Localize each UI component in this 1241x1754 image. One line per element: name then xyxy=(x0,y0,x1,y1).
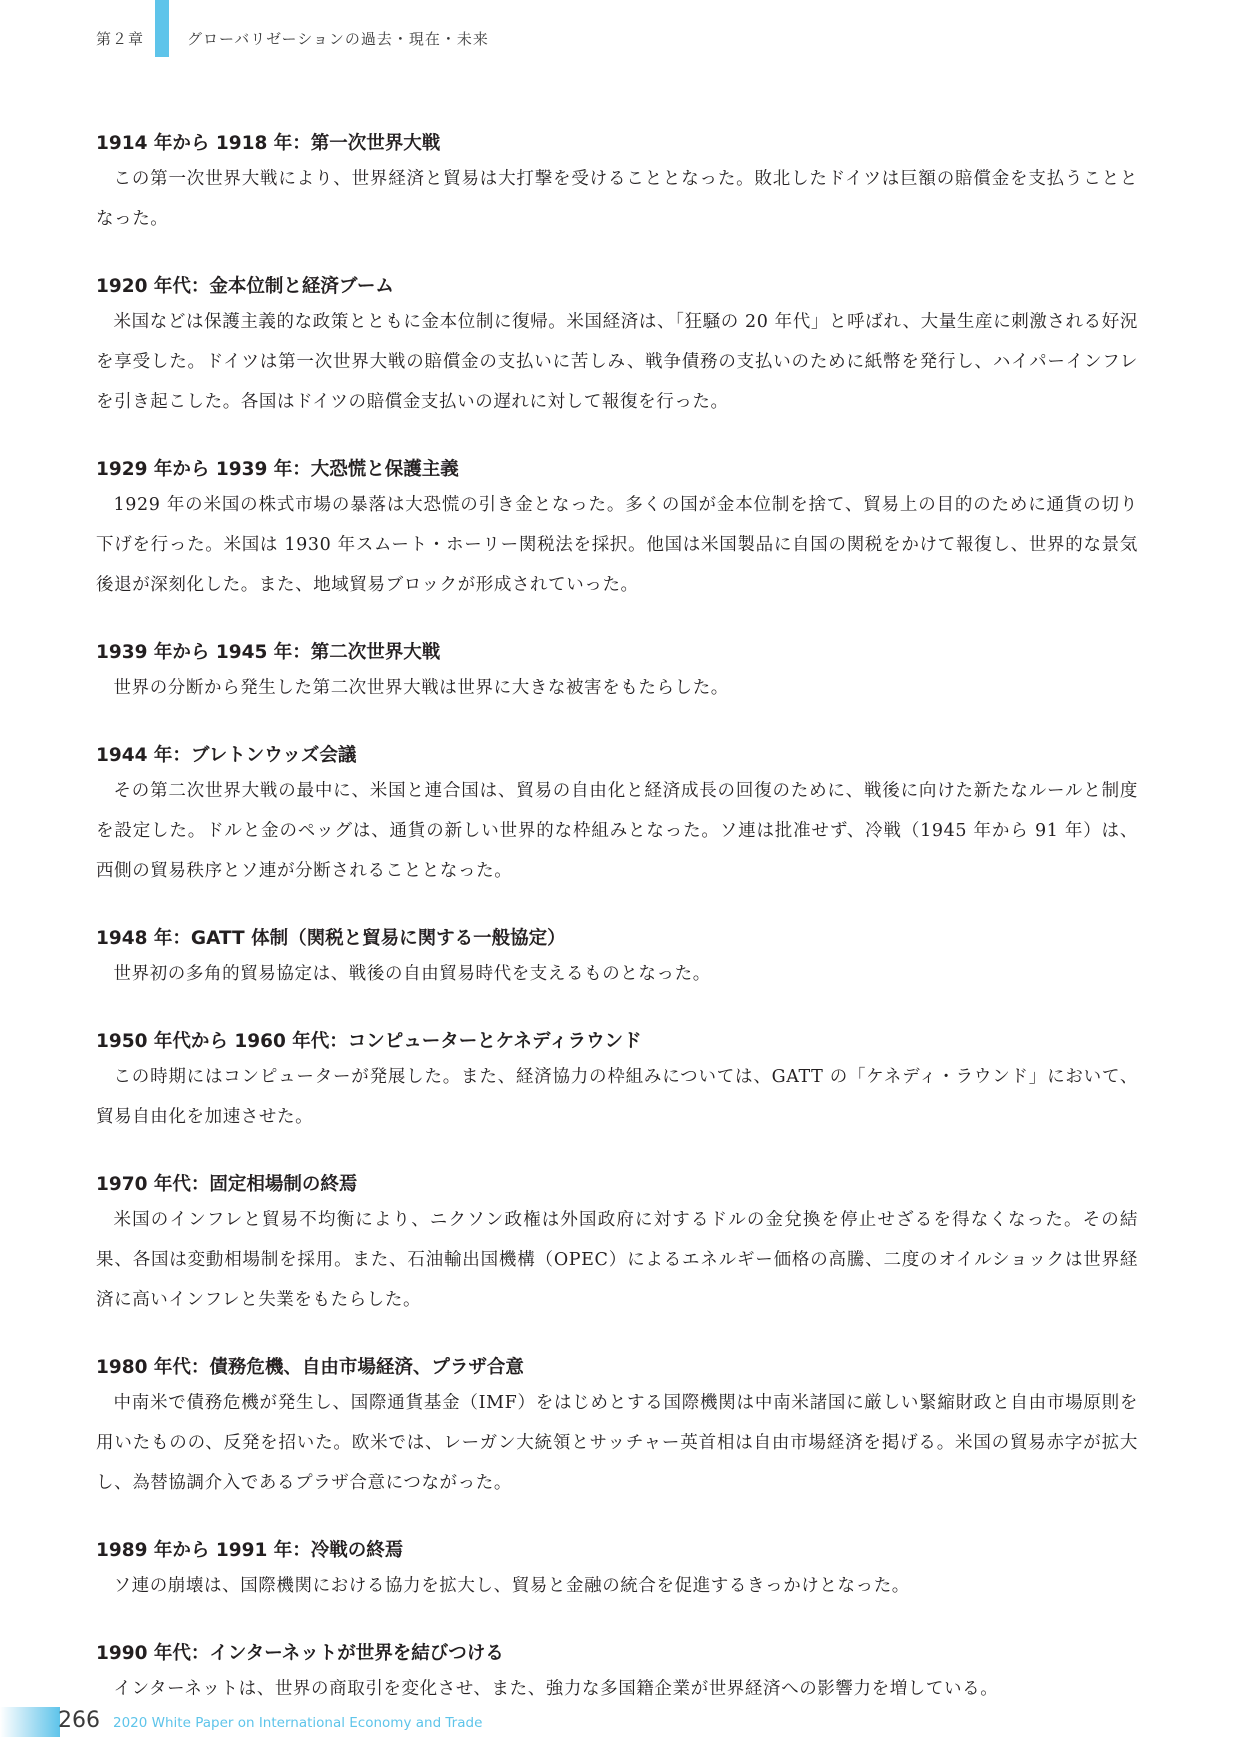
section-body: その第二次世界大戦の最中に、米国と連合国は、貿易の自由化と経済成長の回復のために、戦後に向けた新たなルールと制度を設定した。ドルと金のペッグは、通貨の新しい世界的な枠組みとなった。ソ連は批准せず、冷戦（1945 年から 91 年）は、西側の貿易秩序とソ連が分断されることとなった。 xyxy=(96,781,1138,881)
section-heading: 1989 年から 1991 年：冷戦の終焉 xyxy=(96,1540,404,1561)
header-accent-bar xyxy=(155,0,169,57)
section-1920s xyxy=(96,274,1138,422)
section-heading: 1948 年：GATT 体制（関税と貿易に関する一般協定） xyxy=(96,928,566,949)
page-header xyxy=(0,0,1241,85)
section-body: ソ連の崩壊は、国際機関における協力を拡大し、貿易と金融の統合を促進するきっかけとなった。 xyxy=(113,1576,910,1596)
section-heading: 1920 年代：金本位制と経済ブーム xyxy=(96,276,394,297)
main-content xyxy=(96,131,1138,1744)
chapter-label: 第２章 xyxy=(96,30,145,48)
section-heading: 1914 年から 1918 年：第一次世界大戦 xyxy=(96,133,441,154)
section-1929-1939 xyxy=(96,457,1138,605)
section-1950s-1960s xyxy=(96,1029,1138,1137)
section-body: 世界初の多角的貿易協定は、戦後の自由貿易時代を支えるものとなった。 xyxy=(113,964,711,984)
section-heading: 1929 年から 1939 年：大恐慌と保護主義 xyxy=(96,459,459,480)
section-1914-1918 xyxy=(96,131,1138,239)
section-body: 1929 年の米国の株式市場の暴落は大恐慌の引き金となった。多くの国が金本位制を捨て、貿易上の目的のために通貨の切り下げを行った。米国は 1930 年スムート・ホーリー関税法を採択。他国は米国製品に自国の関税をかけて報復し、世界的な景気後退が深刻化した。また、地域貿易ブロックが形成されていった。 xyxy=(96,495,1138,595)
section-1944 xyxy=(96,743,1138,891)
section-body: この第一次世界大戦により、世界経済と貿易は大打撃を受けることとなった。敗北したドイツは巨額の賠償金を支払うこととなった。 xyxy=(96,169,1138,229)
section-1948 xyxy=(96,926,1138,994)
section-heading: 1944 年：ブレトンウッズ会議 xyxy=(96,745,357,766)
section-heading: 1970 年代：固定相場制の終焉 xyxy=(96,1174,358,1195)
section-body: 世界の分断から発生した第二次世界大戦は世界に大きな被害をもたらした。 xyxy=(113,678,729,698)
section-body: インターネットは、世界の商取引を変化させ、また、強力な多国籍企業が世界経済への影響力を増している。 xyxy=(113,1679,999,1699)
section-body: この時期にはコンピューターが発展した。また、経済協力の枠組みについては、GATT の「ケネディ・ラウンド」において、貿易自由化を加速させた。 xyxy=(96,1067,1138,1127)
publication-title: 2020 White Paper on International Economy and Trade xyxy=(113,1715,483,1731)
page-number: 266 xyxy=(58,1708,100,1733)
section-1939-1945 xyxy=(96,640,1138,708)
page-footer xyxy=(0,1707,1241,1754)
section-1990s xyxy=(96,1641,1138,1709)
footer-accent-bar xyxy=(0,1707,60,1737)
section-body: 米国のインフレと貿易不均衡により、ニクソン政権は外国政府に対するドルの金兌換を停止せざるを得なくなった。その結果、各国は変動相場制を採用。また、石油輸出国機構（OPEC）によるエネルギー価格の高騰、二度のオイルショックは世界経済に高いインフレと失業をもたらした。 xyxy=(96,1210,1138,1310)
section-1980s xyxy=(96,1355,1138,1503)
chapter-title: グローバリゼーションの過去・現在・未来 xyxy=(187,30,489,48)
section-heading: 1950 年代から 1960 年代：コンピューターとケネディラウンド xyxy=(96,1031,642,1052)
section-body: 中南米で債務危機が発生し、国際通貨基金（IMF）をはじめとする国際機関は中南米諸国に厳しい緊縮財政と自由市場原則を用いたものの、反発を招いた。欧米では、レーガン大統領とサッチャー英首相は自由市場経済を掲げる。米国の貿易赤字が拡大し、為替協調介入であるプラザ合意につながった。 xyxy=(96,1393,1138,1493)
section-body: 米国などは保護主義的な政策とともに金本位制に復帰。米国経済は、「狂騒の 20 年代」と呼ばれ、大量生産に刺激される好況を享受した。ドイツは第一次世界大戦の賠償金の支払いに苦しみ、戦争債務の支払いのために紙幣を発行し、ハイパーインフレを引き起こした。各国はドイツの賠償金支払いの遅れに対して報復を行った。 xyxy=(96,312,1138,412)
section-heading: 1939 年から 1945 年：第二次世界大戦 xyxy=(96,642,441,663)
section-1989-1991 xyxy=(96,1538,1138,1606)
section-heading: 1990 年代：インターネットが世界を結びつける xyxy=(96,1643,504,1664)
section-1970s xyxy=(96,1172,1138,1320)
section-heading: 1980 年代：債務危機、自由市場経済、プラザ合意 xyxy=(96,1357,524,1378)
